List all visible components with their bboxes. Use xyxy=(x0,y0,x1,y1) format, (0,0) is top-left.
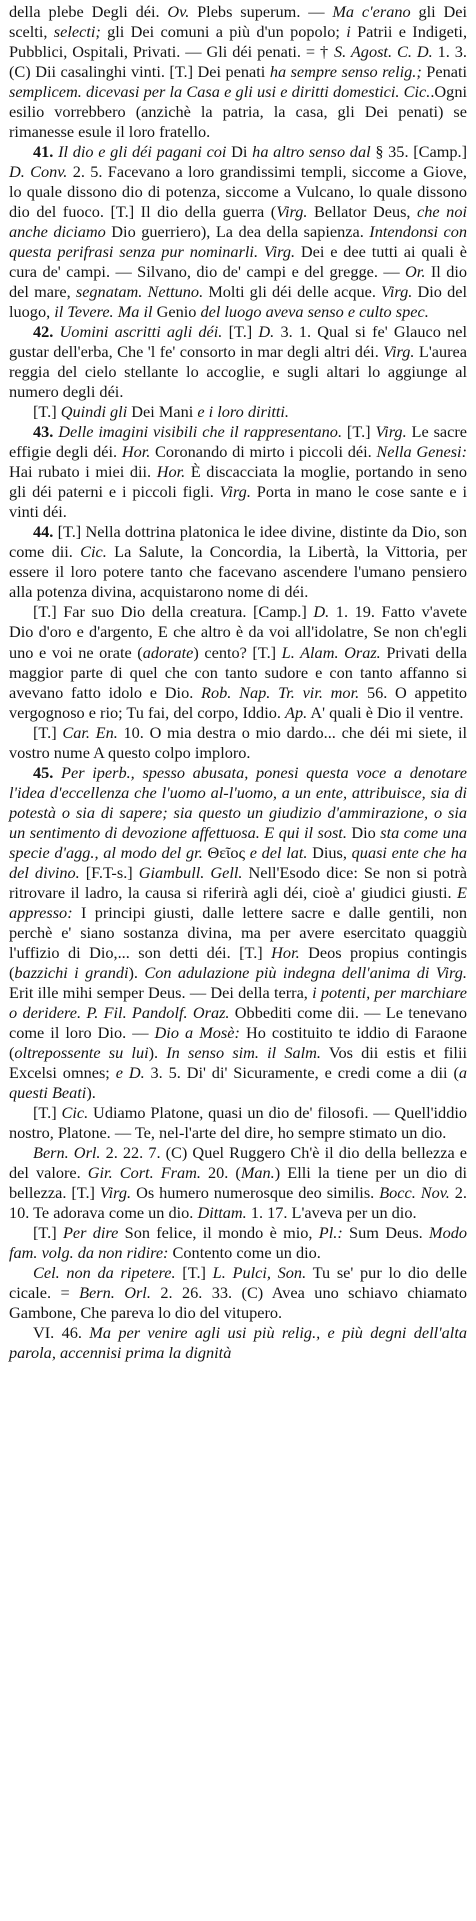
text-run: Porta in mano le cose sante e i vinti déi. xyxy=(9,482,467,522)
italic-text-run: che noi anche diciamo xyxy=(9,202,467,242)
italic-text-run: L. Alam. Oraz. xyxy=(281,642,381,662)
italic-text-run: Delle imagini visibili che il rappresentano. xyxy=(58,422,343,442)
italic-text-run: Uomini ascritti agli déi. xyxy=(59,322,223,342)
italic-text-run: D. xyxy=(313,602,330,622)
italic-text-run: Hor. xyxy=(271,942,300,962)
entry-paragraph xyxy=(9,763,467,1103)
italic-text-run: Ma c'erano xyxy=(332,2,411,21)
text-run: [F.T-s.] xyxy=(79,862,139,882)
text-run: Deos propius contingis ( xyxy=(9,942,467,982)
text-run: Dius, xyxy=(307,842,352,862)
text-run: Molti gli déi delle acque. xyxy=(203,282,382,302)
italic-text-run: quasi ente che ha del divino. xyxy=(9,842,467,882)
entry-paragraph xyxy=(9,1143,467,1223)
text-run: [T.] xyxy=(222,322,259,342)
text-run: Coronando di mirto i piccoli déi. xyxy=(150,442,377,462)
italic-text-run: Ma per venire agli usi più relig., e più degni dell'alta parola, accennisi prima la dignità xyxy=(9,1323,467,1363)
text-run: [T.] xyxy=(342,422,376,442)
italic-text-run: Virg. xyxy=(276,202,308,222)
italic-text-run: Con adulazione più indegna dell'anima di Virg. xyxy=(144,962,467,982)
text-run: VI. 46. xyxy=(33,1323,90,1343)
text-run: ) cento? [T.] xyxy=(193,642,282,662)
entry-paragraph xyxy=(9,1103,467,1143)
text-run: 2. 26. 33. (C) Avea uno schiavo chiamato Gambone, Che pareva lo dio del vitupero. xyxy=(9,1283,467,1323)
italic-text-run: Cel. non da ripetere. xyxy=(33,1262,176,1282)
text-run: ). xyxy=(148,1042,167,1062)
italic-text-run: e D. xyxy=(115,1062,145,1082)
italic-text-run: oltrepossente su lui xyxy=(14,1042,149,1062)
text-run: L'aurea reggia del cielo stellante lo accoglie, e sugli altari lo aggiunge al numero degli déi. xyxy=(9,342,467,402)
text-run: Sum Deus. xyxy=(342,1222,430,1242)
text-run: Il dio del mare, xyxy=(9,262,468,302)
italic-text-run: Per dire xyxy=(62,1222,119,1242)
italic-text-run: Giambull. Gell. xyxy=(138,862,243,882)
section-number: 42. xyxy=(33,322,60,342)
entry-paragraph xyxy=(9,142,467,322)
text-run: 20. ( xyxy=(200,1162,241,1182)
text-run: Son felice, il mondo è mio, xyxy=(118,1222,319,1242)
text-run: ) Elli la tiene per un dio di bellezza. [T.] xyxy=(9,1162,468,1202)
entry-paragraph xyxy=(9,1263,467,1323)
text-run: [T.] Nella dottrina platonica le idee divine, distinte da Dio, son come dii. xyxy=(9,522,468,562)
text-run: [T.] xyxy=(33,1102,62,1122)
text-run: Contento come un dio. xyxy=(168,1242,321,1262)
italic-text-run: Il dio e gli déi pagani coi xyxy=(58,142,227,162)
italic-text-run: bazzichi i grandi xyxy=(14,962,129,982)
italic-text-run: Bocc. Nov. xyxy=(379,1182,450,1202)
text-run: Erit ille mihi semper Deus. — Dei della terra, xyxy=(9,982,313,1002)
entry-paragraph xyxy=(9,522,467,602)
italic-text-run: del luogo aveva senso e culto spec. xyxy=(200,302,429,322)
text-run: Os humero numerosque deo similis. xyxy=(131,1182,380,1202)
italic-text-run: Car. En. xyxy=(62,722,118,742)
text-run: ). xyxy=(86,1082,96,1102)
text-run: 3. 1. Qual si fe' Glauco nel gustar dell'erba, Che 'l fe' consorto in mar degli altri déi. xyxy=(9,322,467,362)
italic-text-run: Pl.: xyxy=(318,1222,343,1242)
italic-text-run: L. Pulci, Son. xyxy=(212,1262,307,1282)
italic-text-run: ha altro senso dal xyxy=(252,142,371,162)
italic-text-run: Ap. xyxy=(285,702,308,722)
italic-text-run: In senso sim. il Salm. xyxy=(166,1042,321,1062)
italic-text-run: Ov. xyxy=(167,2,190,21)
text-run: 3. 5. Di' di' Sicuramente, e credi come a dii ( xyxy=(144,1062,459,1082)
italic-text-run: Dio a Mosè: xyxy=(154,1022,240,1042)
text-run: Hai rubato i miei dii. xyxy=(9,462,157,482)
italic-text-run: E appresso: xyxy=(9,882,467,922)
italic-text-run: Cic. xyxy=(61,1102,89,1122)
section-number: 41. xyxy=(33,142,59,162)
dictionary-entry-body xyxy=(9,2,467,1363)
text-run: Udiamo Platone, quasi un dio de' filosofi. — Quell'iddio nostro, Platone. — Te, nel-l'arte del dire, ho sempre stimato un dio. xyxy=(9,1102,467,1142)
italic-text-run: Nella Genesi: xyxy=(376,442,468,462)
italic-text-run: i potenti, per marchiare o deridere. P. Fil. Pandolf. Oraz. xyxy=(9,982,467,1022)
text-run: [T.] xyxy=(33,1222,63,1242)
text-run: 10. O mia destra o mio dardo... che déi mi siete, il vostro nume A questo colpo imploro. xyxy=(9,722,467,762)
italic-text-run: Dittam. xyxy=(197,1202,247,1222)
italic-text-run: D. xyxy=(258,322,275,342)
text-run: Dio guerriero), La dea della sapienza. xyxy=(105,222,370,242)
text-run: La Salute, la Concordia, la Libertà, la Vittoria, per essere il loro potere tanto che facevano ascendere l'umano pensiero alla potenza divina, acquistarono nome di déi. xyxy=(9,542,468,602)
text-run: 1. 3. (C) Dii casalinghi vinti. [T.] Dei penati xyxy=(9,42,467,82)
italic-text-run: Virg. xyxy=(99,1182,132,1202)
text-run: Ho costituito te iddio di Faraone ( xyxy=(9,1022,468,1062)
italic-text-run: Bern. Orl. xyxy=(79,1283,151,1302)
text-run: Dei e dee tutti ai quali è cura de' campi. — Silvano, dio de' campi e del gregge. — xyxy=(9,242,467,282)
text-run: [T.] Far suo Dio della creatura. [Camp.] xyxy=(33,602,314,622)
text-run: I principi giusti, dalle lettere sacre e dalle gentili, non perchè e' siano sostanza divina, ma per avere esercitato quaggiù l'uffizio di Dio,... son detti déi. [T.] xyxy=(9,902,467,962)
text-run: 1. 19. Fatto v'avete Dio d'oro e d'argento, E che altro è da voi all'idolatre, Se non ch'egli uno e voi ne orate ( xyxy=(9,602,467,662)
italic-text-run: Hor. xyxy=(121,442,151,462)
text-run: gli Dei scelti, xyxy=(9,2,468,42)
italic-text-run: Virg. xyxy=(219,482,251,502)
entry-paragraph xyxy=(9,1223,467,1263)
text-run: della plebe Degli déi. xyxy=(9,2,168,21)
text-run: [T.] xyxy=(33,402,61,422)
text-run: Le sacre effigie degli déi. xyxy=(9,422,468,462)
text-run: .Ogni esilio vorrebbero (anzichè la patria, la casa, gli Dei penati) se rimanesse esule il loro fratello. xyxy=(9,82,467,142)
italic-text-run: il Tevere. Ma il xyxy=(54,302,153,322)
text-run: Dei Mani xyxy=(127,402,198,422)
italic-text-run: semplicem. dicevasi per la Casa e gli usi e diritti domestici. Cic. xyxy=(9,82,431,102)
italic-text-run: Hor. xyxy=(156,462,186,482)
italic-text-run: Modo fam. volg. da non ridire: xyxy=(9,1222,467,1262)
text-run: 2. 22. 7. (C) Quel Ruggero Ch'è il dio della bellezza e del valore. xyxy=(9,1142,467,1182)
text-run: 2. 10. Te adorava come un dio. xyxy=(9,1182,467,1222)
text-run: Obbediti come dii. — Le tenevano come il loro Dio. — xyxy=(9,1002,467,1042)
italic-text-run: Rob. Nap. Tr. vir. mor. xyxy=(201,682,360,702)
entry-paragraph xyxy=(9,602,467,722)
text-run: 1. 17. L'aveva per un dio. xyxy=(246,1202,417,1222)
italic-text-run: ha sempre senso relig.; xyxy=(269,62,422,82)
italic-text-run: Gir. Cort. Fram. xyxy=(87,1162,201,1182)
italic-text-run: S. Agost. C. D. xyxy=(334,42,433,62)
text-run: Dio del luogo, xyxy=(9,282,468,322)
entry-paragraph xyxy=(9,422,467,522)
text-run: [T.] xyxy=(33,722,63,742)
text-run: Penati xyxy=(421,62,467,82)
text-run: A' quali è Dio il ventre. xyxy=(307,702,464,722)
text-run: Dio xyxy=(346,822,381,842)
text-run: 56. O appetito vergognoso e rio; Tu fai, del corpo, Iddio. xyxy=(9,682,468,722)
italic-text-run: e del lat. xyxy=(249,842,308,862)
italic-text-run: segnatam. Nettuno. xyxy=(75,282,204,302)
italic-text-run: Virg. xyxy=(381,282,413,302)
entry-paragraph xyxy=(9,2,467,142)
entry-paragraph xyxy=(9,402,467,422)
italic-text-run: Quindi gli xyxy=(60,402,128,422)
text-run: Genio xyxy=(152,302,201,322)
italic-text-run: e i loro diritti. xyxy=(197,402,289,422)
text-run: Nell'Esodo dice: Se non si potrà ritrovare il ladro, la causa si riferirà agli déi, cioè a' giudici giusti. xyxy=(9,862,468,902)
text-run: Vos dii estis et filii Excelsi omnes; xyxy=(9,1042,468,1082)
text-run: Patrii e Indigeti, Pubblici, Ospitali, Privati. — Gli déi penati. = † xyxy=(9,22,468,62)
italic-text-run: sta come una specie d'agg., al modo del gr. xyxy=(9,822,467,862)
italic-text-run: Man. xyxy=(240,1162,275,1182)
text-run: Tu se' pur lo dio delle cicale. = xyxy=(9,1262,468,1302)
italic-text-run: Intendonsi con questa perifrasi senza pur nominarli. Virg. xyxy=(9,222,468,262)
italic-text-run: Virg. xyxy=(383,342,415,362)
section-number: 45. xyxy=(33,762,62,782)
italic-text-run: Per iperb., spesso abusata, ponesi questa voce a denotare l'idea d'eccellenza che l'uomo al-l'uomo, a un ente, attribuisce, sia di potestà o sia di sapere; sia questo un giudizio d'ammirazione, o sia un sentimento di devozione affettuosa. E qui il sost. xyxy=(9,762,467,842)
entry-paragraph xyxy=(9,1323,467,1363)
text-run: 2. 5. Facevano a loro grandissimi templi, siccome a Giove, lo quale dissono dio di potenza, siccome a Vulcano, lo quale dissono dio del fuoco. [T.] Il dio della guerra ( xyxy=(9,162,467,222)
text-run: È discacciata la moglie, portando in seno gli déi paterni e i piccoli figli. xyxy=(9,462,468,502)
italic-text-run: adorate xyxy=(142,642,194,662)
italic-text-run: Bern. Orl. xyxy=(33,1142,101,1162)
section-number: 43. xyxy=(33,422,59,442)
text-run: § 35. [Camp.] xyxy=(370,142,468,162)
entry-paragraph xyxy=(9,723,467,763)
italic-text-run: Cic. xyxy=(80,542,107,562)
text-run: Privati della maggior parte di quel che con tanto sudore e con tanto affanno si avevano fatto idolo e Dio. xyxy=(9,642,467,702)
text-run: Θεῖος xyxy=(202,842,250,862)
text-run: Di xyxy=(226,142,253,162)
italic-text-run: selecti; xyxy=(53,22,101,42)
italic-text-run: Virg. xyxy=(375,422,407,442)
text-run: ). xyxy=(128,962,145,982)
italic-text-run: i xyxy=(346,22,351,42)
italic-text-run: Or. xyxy=(405,262,426,282)
section-number: 44. xyxy=(33,522,58,542)
text-run: Bellator Deus, xyxy=(307,202,418,222)
text-run: Plebs superum. — xyxy=(189,2,333,21)
entry-paragraph xyxy=(9,322,467,402)
italic-text-run: a questi Beati xyxy=(9,1062,468,1102)
text-run: gli Dei comuni a più d'un popolo; xyxy=(100,22,347,42)
text-run: [T.] xyxy=(175,1262,213,1282)
italic-text-run: D. Conv. xyxy=(9,162,68,182)
